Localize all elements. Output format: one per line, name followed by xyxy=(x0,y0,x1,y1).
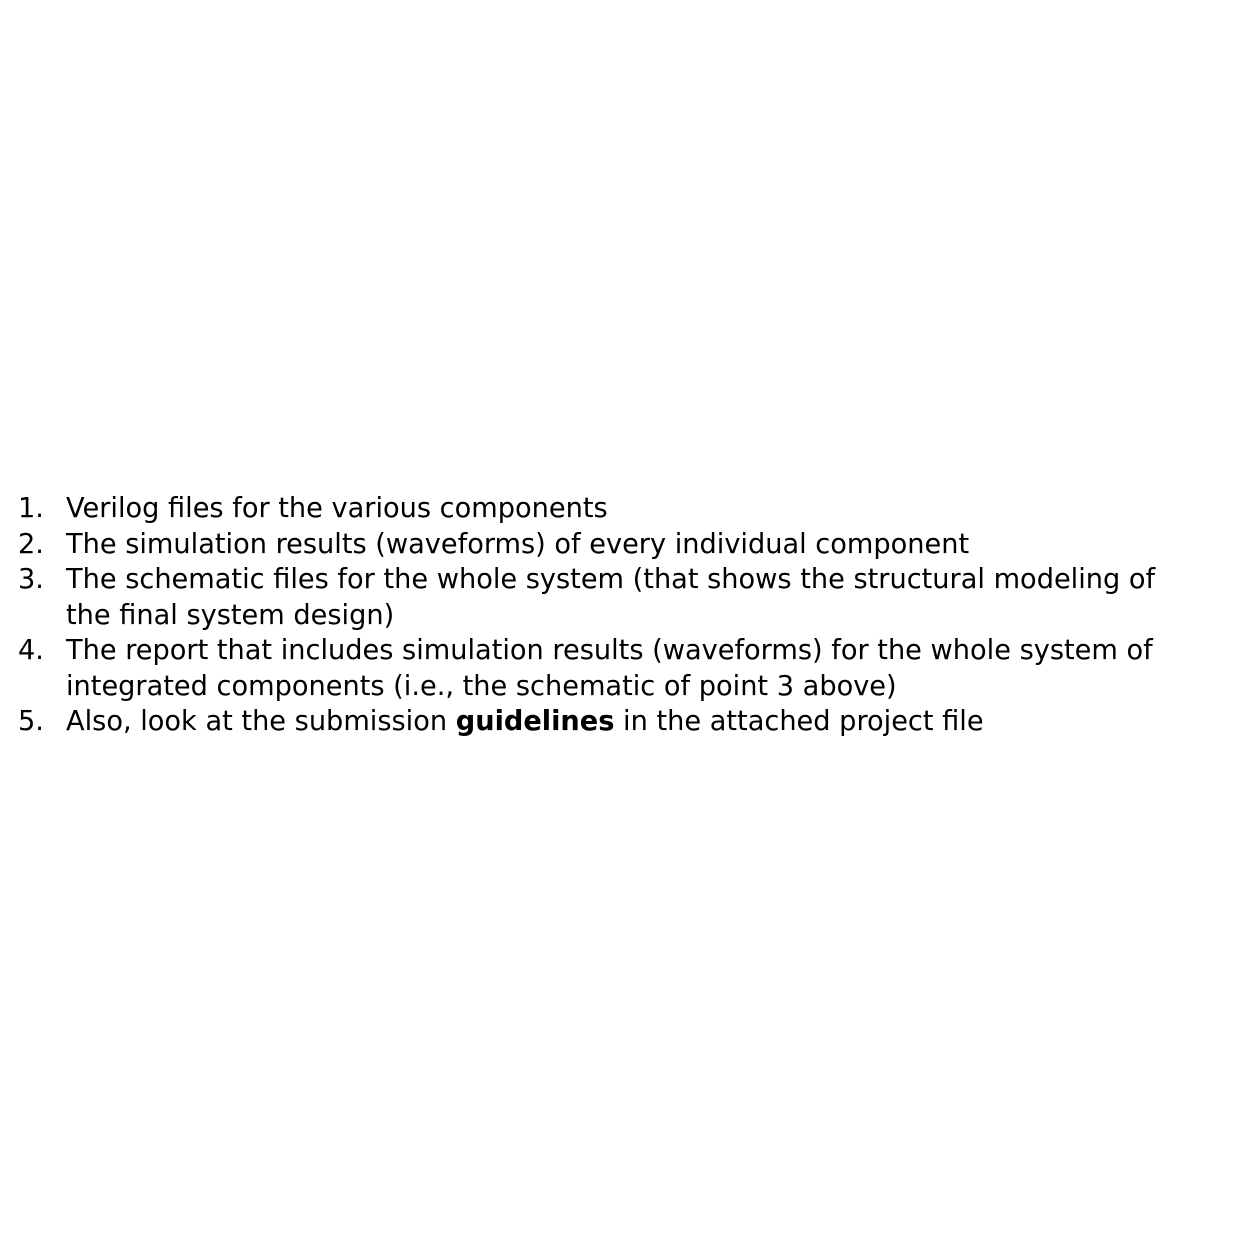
list-item-number: 2. xyxy=(18,528,44,560)
list-item xyxy=(0,562,1242,633)
list-item-number: 4. xyxy=(18,635,44,666)
list-item-text: The simulation results (waveforms) of every individual component xyxy=(66,528,970,560)
list-item-text: The report that includes simulation results (waveforms) for the whole system of integrated components (i.e., the schematic of point 3 above) xyxy=(66,635,1153,702)
list-item-number: 1. xyxy=(18,493,44,524)
list-item xyxy=(0,704,1242,740)
list-item-text xyxy=(66,706,984,737)
list-item-text-before: Also, look at the submission xyxy=(66,706,456,737)
list-item-number: 5. xyxy=(18,706,44,737)
guidelines-emphasis: guidelines xyxy=(455,706,615,737)
list-item-text-after: in the attached project file xyxy=(614,706,984,737)
requirements-list xyxy=(0,491,1242,740)
list-item xyxy=(0,633,1242,704)
list-item xyxy=(0,527,1242,563)
list-item-text: The schematic files for the whole system (that shows the structural modeling of the final system design) xyxy=(66,564,1156,631)
list-item xyxy=(0,491,1242,527)
list-item-number: 3. xyxy=(18,564,44,595)
list-item-text: Verilog files for the various components xyxy=(66,493,608,524)
